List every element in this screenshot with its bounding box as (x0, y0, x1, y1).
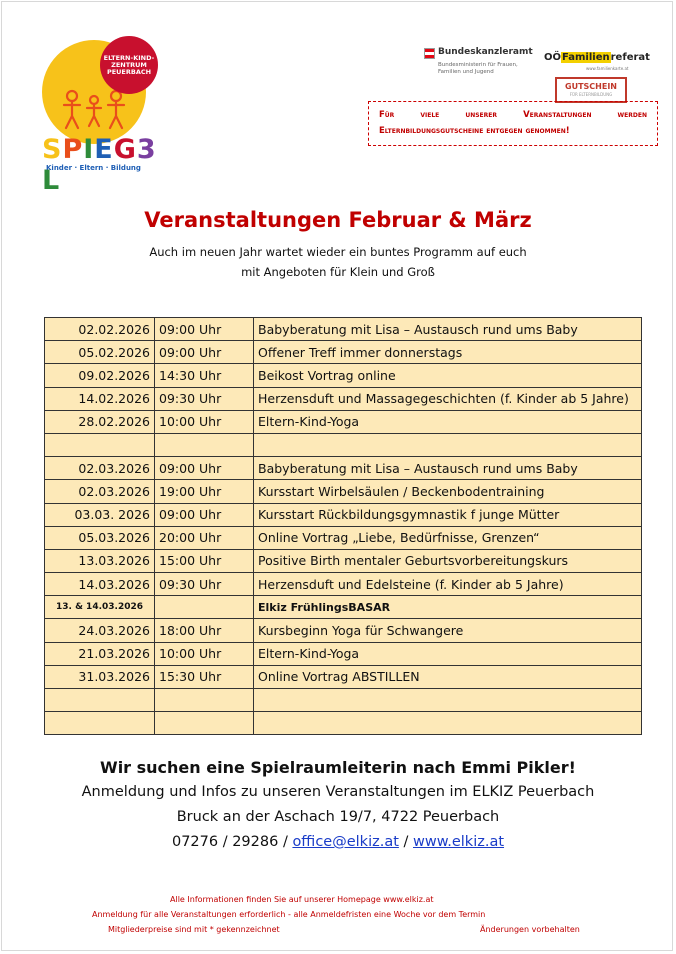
event-row (45, 433, 642, 456)
event-time: 20:00 Uhr (155, 526, 254, 549)
event-date: 05.03.2026 (45, 526, 155, 549)
event-date (45, 712, 155, 735)
event-row (45, 549, 642, 572)
event-row (45, 596, 642, 619)
event-time: 09:00 Uhr (155, 503, 254, 526)
footer-registration-note: Anmeldung für alle Veranstaltungen erforderlich - alle Anmeldefristen eine Woche vor dem Termin (92, 910, 486, 919)
gutschein-logo (555, 77, 627, 103)
logo-letter: E (94, 134, 114, 165)
event-date: 24.03.2026 (45, 619, 155, 642)
event-date: 14.02.2026 (45, 387, 155, 410)
event-time (155, 433, 254, 456)
logo-tagline: Kinder · Eltern · Bildung (46, 164, 141, 172)
logo-letter: S (42, 134, 63, 165)
footer-member-price-note: Mitgliederpreise sind mit * gekennzeichnet (108, 925, 280, 934)
event-row (45, 665, 642, 688)
bundeskanzleramt-subtitle: Bundesministerin für Frauen, Familien und Jugend (438, 62, 518, 75)
event-time: 10:00 Uhr (155, 642, 254, 665)
event-date: 09.02.2026 (45, 364, 155, 387)
event-description: Herzensduft und Massagegeschichten (f. Kinder ab 5 Jahre) (254, 387, 642, 410)
gutschein-notice: Für viele unserer Veranstaltungen werden Elternbildungsgutscheine entgegen genommen! (368, 101, 658, 146)
event-row (45, 526, 642, 549)
subtitle-line-1: Auch im neuen Jahr wartet wieder ein buntes Programm auf euch (149, 245, 527, 259)
event-date: 02.03.2026 (45, 457, 155, 480)
contact-separator: / (403, 834, 409, 850)
event-row (45, 341, 642, 364)
event-description: Elkiz FrühlingsBASAR (254, 596, 642, 619)
event-date: 13. & 14.03.2026 (45, 596, 155, 619)
subtitle-line-2: mit Angeboten für Klein und Groß (241, 265, 435, 279)
ooe-url: www.familienkarte.at (586, 66, 629, 71)
ooe-familien: Familien (562, 52, 610, 63)
event-description (254, 433, 642, 456)
family-figures-icon (60, 88, 130, 133)
recruitment-heading: Wir suchen eine Spielraumleiterin nach Emmi Pikler! (100, 758, 576, 777)
logo-letter: L (42, 165, 61, 196)
event-time: 09:00 Uhr (155, 318, 254, 341)
contact-line (0, 834, 676, 850)
event-date: 21.03.2026 (45, 642, 155, 665)
email-link[interactable]: office@elkiz.at (292, 834, 399, 850)
event-row (45, 387, 642, 410)
gutschein-title: GUTSCHEIN (565, 82, 617, 91)
events-table (44, 317, 642, 735)
event-description (254, 712, 642, 735)
event-description: Herzensduft und Edelsteine (f. Kinder ab 5 Jahre) (254, 573, 642, 596)
logo-letter: G (113, 134, 137, 165)
event-description: Online Vortrag ABSTILLEN (254, 665, 642, 688)
event-date: 31.03.2026 (45, 665, 155, 688)
event-date (45, 689, 155, 712)
website-link[interactable]: www.elkiz.at (413, 834, 505, 850)
event-time (155, 596, 254, 619)
address-line: Bruck an der Aschach 19/7, 4722 Peuerbach (176, 809, 500, 825)
event-date: 05.02.2026 (45, 341, 155, 364)
event-description (254, 689, 642, 712)
event-description: Babyberatung mit Lisa – Austausch rund ums Baby (254, 318, 642, 341)
event-time: 19:00 Uhr (155, 480, 254, 503)
event-description: Eltern-Kind-Yoga (254, 642, 642, 665)
footer-homepage-note: Alle Informationen finden Sie auf unserer Homepage www.elkiz.at (170, 895, 434, 904)
event-row (45, 318, 642, 341)
ooe-suffix: referat (610, 52, 650, 63)
event-time: 15:30 Uhr (155, 665, 254, 688)
footer-changes-note: Änderungen vorbehalten (480, 925, 580, 934)
bundeskanzleramt-logo (424, 47, 542, 76)
event-row (45, 689, 642, 712)
event-row (45, 410, 642, 433)
event-time: 14:30 Uhr (155, 364, 254, 387)
event-row (45, 503, 642, 526)
event-description: Eltern-Kind-Yoga (254, 410, 642, 433)
event-date: 14.03.2026 (45, 573, 155, 596)
event-row (45, 364, 642, 387)
info-line: Anmeldung und Infos zu unseren Veranstaltungen im ELKIZ Peuerbach (81, 784, 595, 800)
event-date: 28.02.2026 (45, 410, 155, 433)
event-row (45, 712, 642, 735)
ooe-prefix: OÖ (544, 52, 562, 63)
event-description: Beikost Vortrag online (254, 364, 642, 387)
event-date: 02.03.2026 (45, 480, 155, 503)
logo-letter: 3 (136, 134, 157, 165)
event-description: Kursstart Rückbildungsgymnastik f junge Mütter (254, 503, 642, 526)
event-time: 09:00 Uhr (155, 457, 254, 480)
event-description: Online Vortrag „Liebe, Bedürfnisse, Grenzen“ (254, 526, 642, 549)
event-row (45, 480, 642, 503)
event-time: 09:00 Uhr (155, 341, 254, 364)
event-time: 15:00 Uhr (155, 549, 254, 572)
event-row (45, 619, 642, 642)
event-description: Babyberatung mit Lisa – Austausch rund ums Baby (254, 457, 642, 480)
event-date: 02.02.2026 (45, 318, 155, 341)
event-description: Kursstart Wirbelsäulen / Beckenbodentraining (254, 480, 642, 503)
event-time: 09:30 Uhr (155, 573, 254, 596)
event-time (155, 689, 254, 712)
event-date: 13.03.2026 (45, 549, 155, 572)
event-description: Positive Birth mentaler Geburtsvorbereitungskurs (254, 549, 642, 572)
event-time: 10:00 Uhr (155, 410, 254, 433)
logo-letter: I (83, 134, 95, 165)
event-row (45, 642, 642, 665)
spiegel-logo (38, 36, 168, 196)
event-time (155, 712, 254, 735)
event-date: 03.03. 2026 (45, 503, 155, 526)
bundeskanzleramt-name: Bundeskanzleramt (424, 47, 542, 57)
event-date (45, 433, 155, 456)
event-time: 18:00 Uhr (155, 619, 254, 642)
phone-number: 07276 / 29286 (171, 834, 279, 850)
ooe-familienreferat-logo (544, 52, 650, 63)
contact-separator: / (282, 834, 288, 850)
event-row (45, 573, 642, 596)
logo-letter: P (62, 134, 84, 165)
eltern-kind-zentrum-badge: ELTERN-KIND-ZENTRUM PEUERBACH (100, 36, 158, 94)
event-description: Offener Treff immer donnerstags (254, 341, 642, 364)
event-time: 09:30 Uhr (155, 387, 254, 410)
page-title: Veranstaltungen Februar & März (144, 208, 532, 232)
event-row (45, 457, 642, 480)
event-description: Kursbeginn Yoga für Schwangere (254, 619, 642, 642)
gutschein-subtitle: FÜR ELTERNBILDUNG (569, 92, 613, 97)
